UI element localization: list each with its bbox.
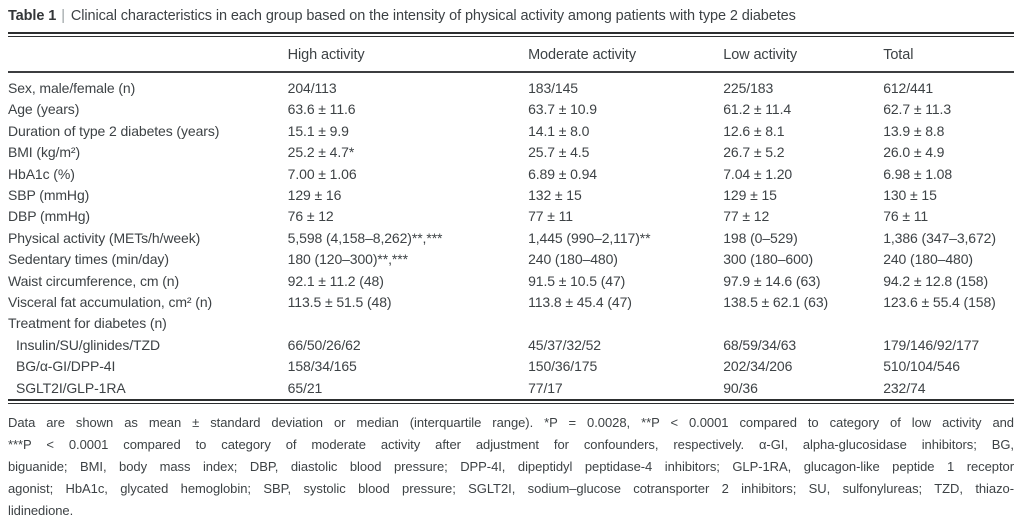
title-text: Clinical characteristics in each group based on the intensity of physical activity among patients with type 2 diabetes bbox=[70, 8, 796, 24]
row-label: Duration of type 2 diabetes (years) bbox=[8, 122, 220, 139]
cell-value: 7.00 ± 1.06 bbox=[287, 165, 357, 182]
footnote-line: ***P < 0.0001 compared to category of moderate activity after adjustment for confounders, respectively. α-GI, alpha-glucosidase inhibitors; BG, bbox=[8, 437, 1014, 453]
cell-value: 63.7 ± 10.9 bbox=[528, 101, 597, 118]
table-row bbox=[8, 99, 1014, 120]
cell-value: 26.7 ± 5.2 bbox=[723, 144, 785, 161]
table-title bbox=[8, 7, 1014, 25]
row-label: HbA1c (%) bbox=[8, 165, 75, 182]
cell-value: 77 ± 11 bbox=[528, 208, 573, 225]
cell-value: 129 ± 16 bbox=[287, 187, 342, 204]
cell-value bbox=[883, 313, 1014, 334]
footnote-line: agonist; HbA1c, glycated hemoglobin; SBP, systolic blood pressure; SGLT2I, sodium–glucose cotransporter 2 inhibitors; SU, sulfonylureas; TZD, thiazo- bbox=[8, 481, 1014, 497]
row-label: Visceral fat accumulation, cm² (n) bbox=[8, 294, 213, 311]
cell-value bbox=[288, 313, 528, 334]
cell-value bbox=[723, 313, 883, 334]
table-row bbox=[8, 271, 1014, 292]
cell-value: 77 ± 12 bbox=[723, 208, 770, 225]
table-row bbox=[8, 228, 1014, 249]
cell-value: 97.9 ± 14.6 (63) bbox=[723, 272, 821, 289]
cell-value: 150/36/175 bbox=[528, 358, 598, 375]
footnote-line: lidinedione. bbox=[8, 503, 74, 519]
cell-value: 1,386 (347–3,672) bbox=[883, 229, 996, 246]
row-label: SGLT2I/GLP-1RA bbox=[16, 379, 126, 396]
cell-value: 66/50/26/62 bbox=[287, 336, 361, 353]
cell-value: 138.5 ± 62.1 (63) bbox=[723, 294, 829, 311]
cell-value: 68/59/34/63 bbox=[723, 336, 797, 353]
cell-value: 5,598 (4,158–8,262)**,*** bbox=[287, 229, 443, 246]
cell-value: 179/146/92/177 bbox=[883, 336, 980, 353]
row-label: BG/α-GI/DPP-4I bbox=[16, 358, 116, 375]
cell-value: 232/74 bbox=[883, 379, 926, 396]
table-row bbox=[8, 121, 1014, 142]
cell-value bbox=[528, 313, 723, 334]
table-row bbox=[8, 313, 1014, 334]
cell-value: 77/17 bbox=[528, 379, 563, 396]
cell-value: 90/36 bbox=[723, 379, 758, 396]
cell-value: 45/37/32/52 bbox=[528, 336, 601, 353]
table-header bbox=[8, 37, 1014, 72]
cell-value: 132 ± 15 bbox=[528, 187, 582, 204]
footnote-line: biguanide; BMI, body mass index; DBP, diastolic blood pressure; DPP-4I, dipeptidyl peptidase-4 inhibitors; GLP-1RA, glucagon-like peptide 1 receptor bbox=[8, 459, 1014, 475]
column-header-moderate-activity: Moderate activity bbox=[528, 37, 723, 72]
cell-value: 113.5 ± 51.5 (48) bbox=[287, 294, 392, 311]
cell-value: 130 ± 15 bbox=[883, 187, 937, 204]
cell-value: 1,445 (990–2,117)** bbox=[528, 229, 651, 246]
cell-value: 510/104/546 bbox=[883, 358, 960, 375]
cell-value: 300 (180–600) bbox=[723, 251, 814, 268]
row-label: SBP (mmHg) bbox=[8, 187, 90, 204]
cell-value: 158/34/165 bbox=[287, 358, 357, 375]
cell-value: 65/21 bbox=[287, 379, 323, 396]
cell-value: 62.7 ± 11.3 bbox=[883, 101, 952, 118]
cell-value: 180 (120–300)**,*** bbox=[287, 251, 408, 268]
cell-value: 129 ± 15 bbox=[723, 187, 777, 204]
row-label: Age (years) bbox=[8, 101, 80, 118]
table-row bbox=[8, 356, 1014, 377]
cell-value: 15.1 ± 9.9 bbox=[287, 122, 349, 139]
cell-value: 14.1 ± 8.0 bbox=[528, 122, 590, 139]
column-header-high-activity: High activity bbox=[288, 37, 528, 72]
row-label: Physical activity (METs/h/week) bbox=[8, 229, 201, 246]
cell-value: 240 (180–480) bbox=[883, 251, 973, 268]
cell-value: 198 (0–529) bbox=[723, 229, 798, 246]
cell-value: 76 ± 12 bbox=[287, 208, 334, 225]
cell-value: 13.9 ± 8.8 bbox=[883, 122, 945, 139]
row-label: Waist circumference, cm (n) bbox=[8, 272, 180, 289]
table-row bbox=[8, 249, 1014, 270]
table-row bbox=[8, 142, 1014, 163]
cell-value: 6.89 ± 0.94 bbox=[528, 165, 597, 182]
cell-value: 94.2 ± 12.8 (158) bbox=[883, 272, 989, 289]
cell-value: 123.6 ± 55.4 (158) bbox=[883, 294, 996, 311]
cell-value: 202/34/206 bbox=[723, 358, 793, 375]
cell-value: 12.6 ± 8.1 bbox=[723, 122, 785, 139]
row-label: Insulin/SU/glinides/TZD bbox=[16, 336, 160, 353]
cell-value: 61.2 ± 11.4 bbox=[723, 101, 792, 118]
cell-value: 240 (180–480) bbox=[528, 251, 618, 268]
cell-value: 26.0 ± 4.9 bbox=[883, 144, 945, 161]
footnote-line: Data are shown as mean ± standard deviation or median (interquartile range). *P = 0.0028, **P < 0.0001 compared to category of low activity and bbox=[8, 415, 1014, 431]
cell-value: 25.7 ± 4.5 bbox=[528, 144, 590, 161]
clinical-characteristics-table bbox=[8, 37, 1014, 399]
cell-value: 92.1 ± 11.2 (48) bbox=[287, 272, 384, 289]
cell-value: 25.2 ± 4.7* bbox=[287, 144, 355, 161]
cell-value: 183/145 bbox=[528, 80, 578, 96]
table-row bbox=[8, 335, 1014, 356]
title-separator: | bbox=[61, 8, 65, 24]
table-row bbox=[8, 292, 1014, 313]
cell-value: 204/113 bbox=[287, 80, 337, 96]
table-row bbox=[8, 72, 1014, 99]
column-header-total: Total bbox=[883, 37, 1014, 72]
cell-value: 91.5 ± 10.5 (47) bbox=[528, 272, 626, 289]
row-label: BMI (kg/m²) bbox=[8, 144, 81, 161]
table-body bbox=[8, 72, 1014, 399]
cell-value: 6.98 ± 1.08 bbox=[883, 165, 953, 182]
row-label: Sedentary times (min/day) bbox=[8, 251, 169, 268]
table-row bbox=[8, 185, 1014, 206]
table-number: Table 1 bbox=[8, 8, 57, 24]
cell-value: 63.6 ± 11.6 bbox=[287, 101, 356, 118]
header-row bbox=[8, 37, 1014, 72]
table-row bbox=[8, 206, 1014, 227]
column-header-low-activity: Low activity bbox=[723, 37, 883, 72]
cell-value: 225/183 bbox=[723, 80, 774, 96]
row-label: Treatment for diabetes (n) bbox=[8, 315, 167, 332]
cell-value: 76 ± 11 bbox=[883, 208, 929, 225]
column-header-empty bbox=[8, 37, 288, 72]
row-label: Sex, male/female (n) bbox=[8, 80, 136, 96]
table-row bbox=[8, 164, 1014, 185]
cell-value: 612/441 bbox=[883, 80, 934, 96]
table-row bbox=[8, 378, 1014, 399]
cell-value: 7.04 ± 1.20 bbox=[723, 165, 793, 182]
footnote bbox=[8, 412, 1014, 522]
bottom-rule bbox=[8, 399, 1014, 404]
row-label: DBP (mmHg) bbox=[8, 208, 90, 225]
cell-value: 113.8 ± 45.4 (47) bbox=[528, 294, 632, 311]
